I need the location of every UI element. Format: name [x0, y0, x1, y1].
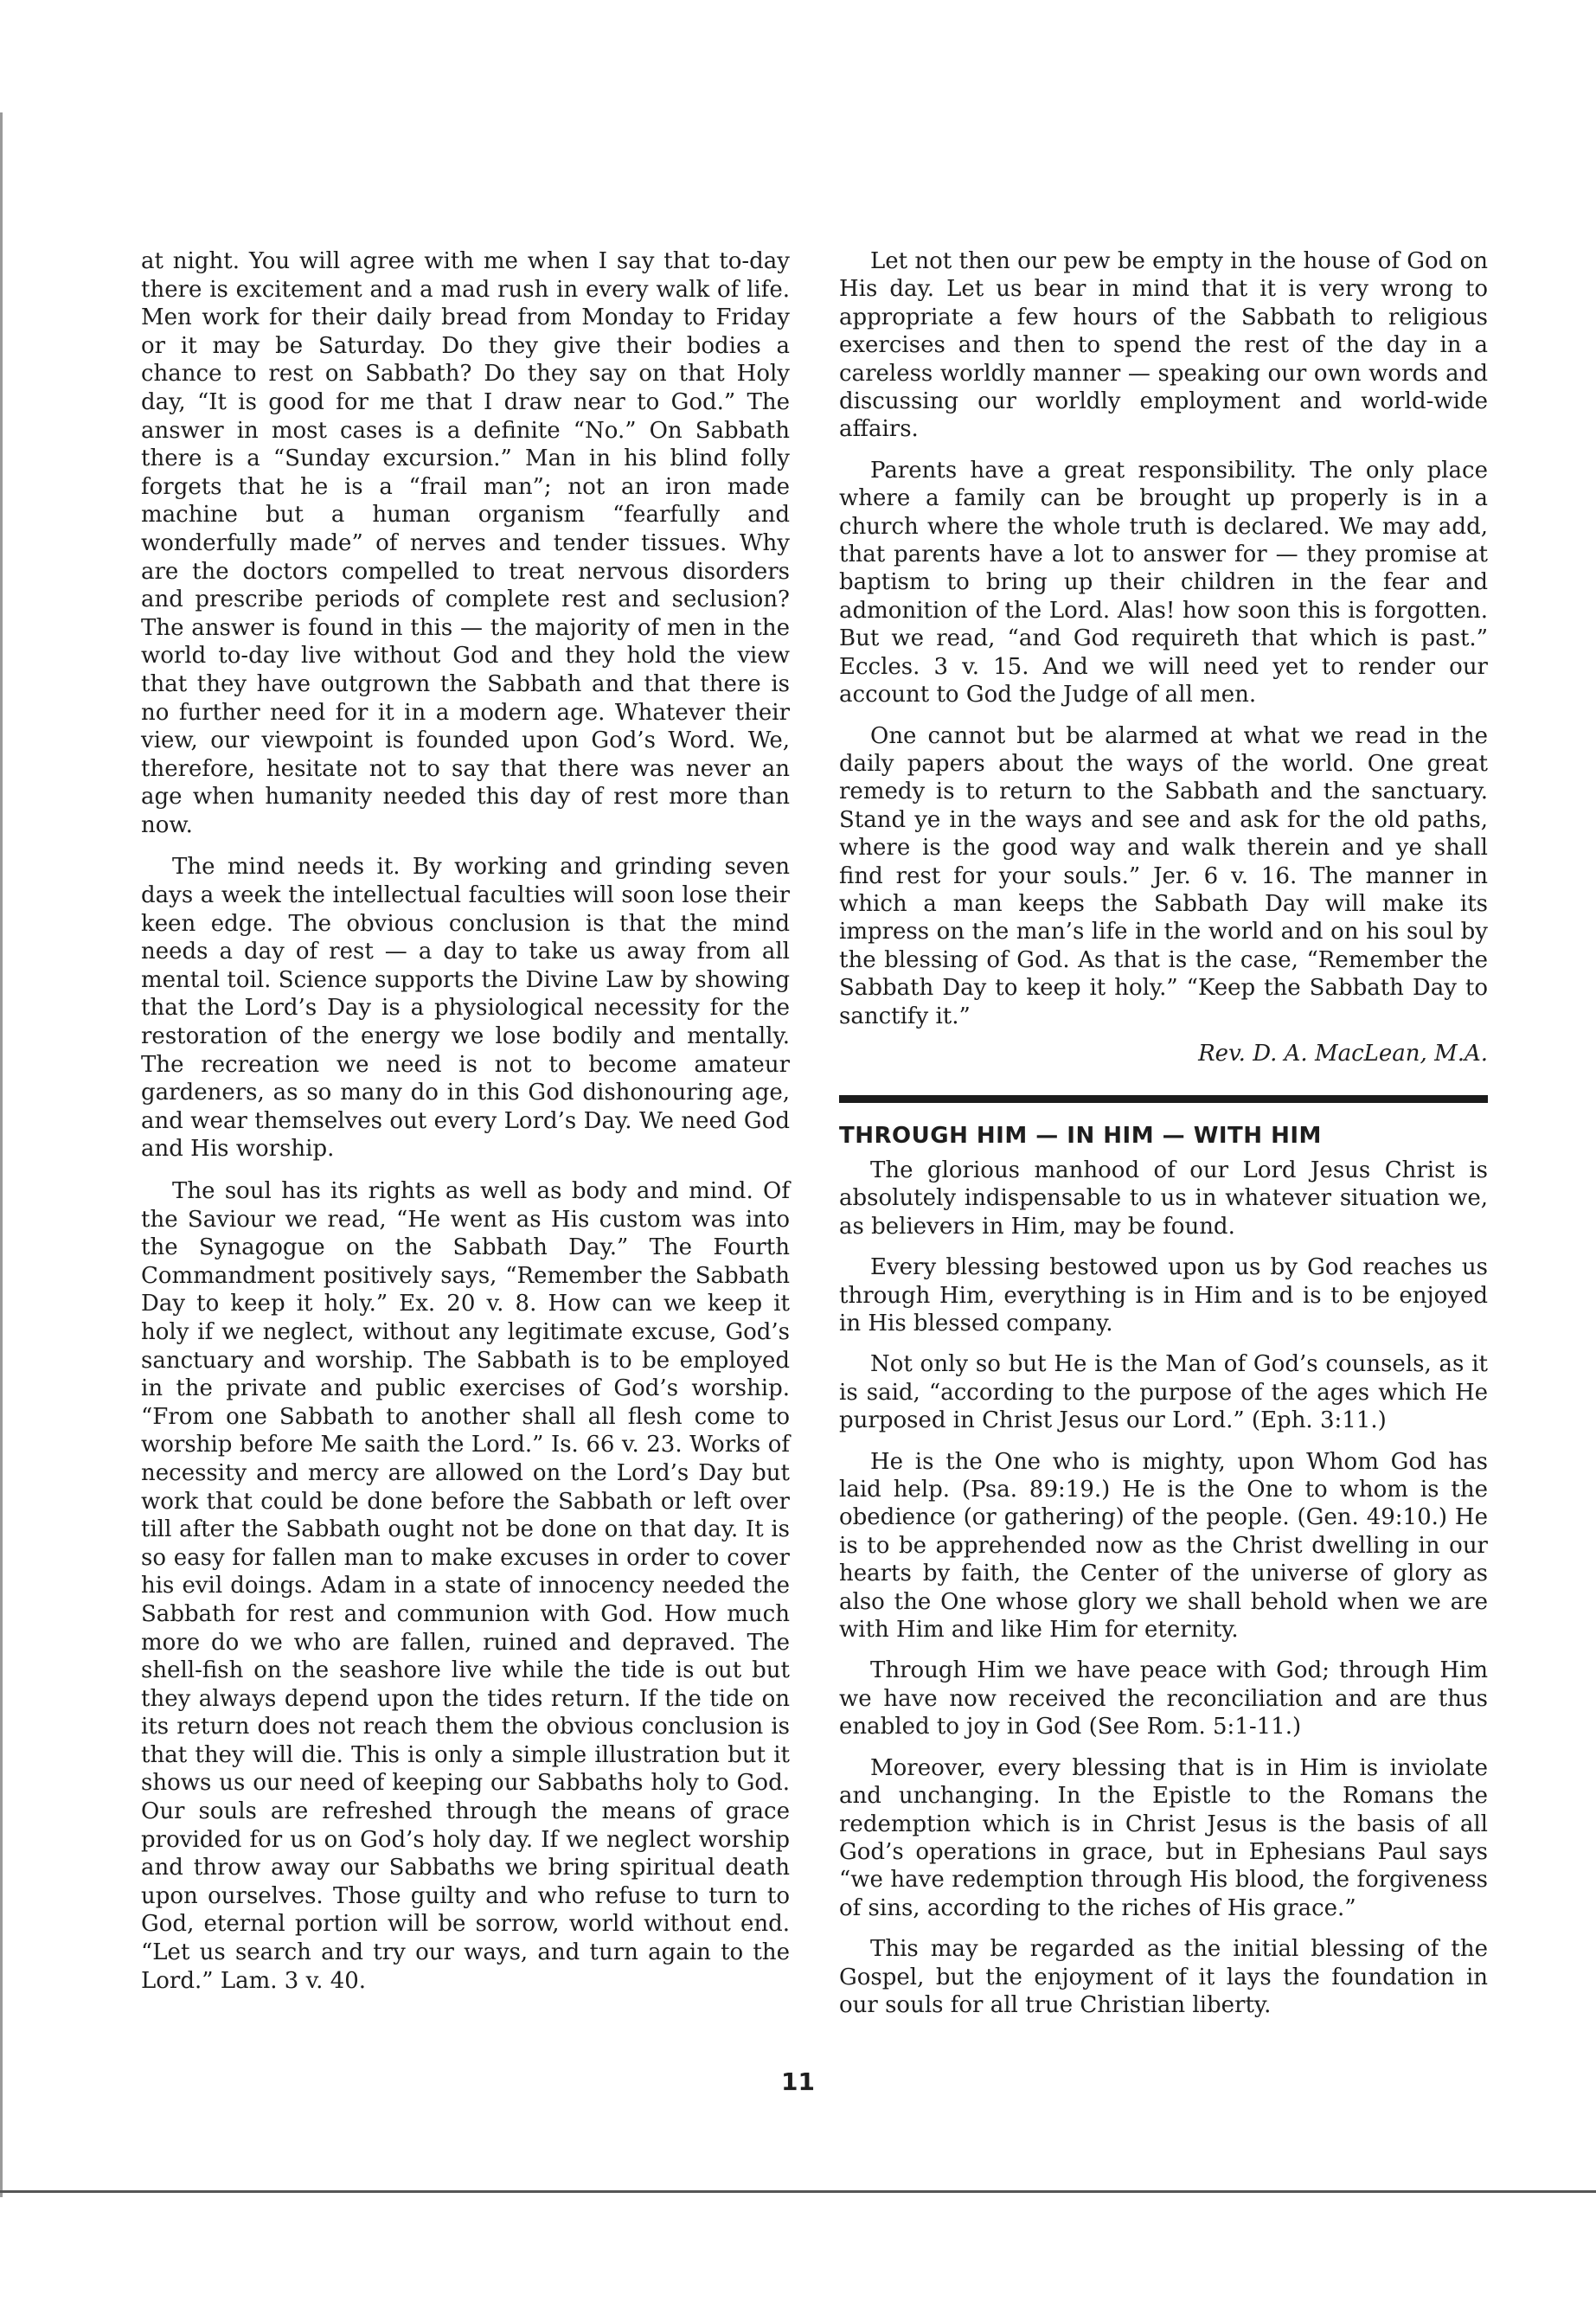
right-column [839, 247, 1488, 2032]
article-paragraph: Through Him we have peace with God; through Him we have now received the reconciliation and are thus enabled to joy in God (See Rom. 5:1-11.) [839, 1657, 1488, 1740]
right-paragraph: Parents have a great responsibility. The only place where a family can be brought up properly is in a church where the whole truth is declared. We may add, that parents have a lot to answer for — they promise at baptism to bring up their children in the fear and admonition of the Lord. Alas! how soon this is forgotten. But we read, “and God requireth that which is past.” Eccles. 3 v. 15. And we will need yet to render our account to God the Judge of all men. [839, 457, 1488, 708]
article-paragraph: He is the One who is mighty, upon Whom God has laid help. (Psa. 89:19.) He is the One to whom is the obedience (or gathering) of the people. (Gen. 49:10.) He is to be apprehended now as the Christ dwelling in our hearts by faith, the Center of the universe of glory as also the One whose glory we shall behold when we are with Him and like Him for eternity. [839, 1448, 1488, 1644]
article-paragraph: This may be regarded as the initial blessing of the Gospel, but the enjoyment of it lays the foundation in our souls for all true Christian liberty. [839, 1936, 1488, 2018]
left-paragraph: at night. You will agree with me when I say that to-day there is excitement and a mad rush in every walk of life. Men work for their daily bread from Monday to Friday or it may be Saturday. Do they give their bodies a chance to rest on Sabbath? Do they say on that Holy day, “It is good for me that I draw near to God.” The answer in most cases is a definite “No.” On Sabbath there is a “Sunday excursion.” Man in his blind folly forgets that he is a “frail man”; not an iron made machine but a human organism “fearfully and wonderfully made” of nerves and tender tissues. Why are the doctors compelled to treat nervous disorders and prescribe periods of complete rest and seclusion? The answer is found in this — the majority of men in the world to-day live without God and they hold the view that they have outgrown the Sabbath and that there is no further need for it in a modern age. Whatever their view, our viewpoint is founded upon God’s Word. We, therefore, hesitate not to say that there was never an age when humanity needed this day of rest more than now. [141, 248, 790, 838]
right-paragraph: Let not then our pew be empty in the house of God on His day. Let us bear in mind that it is very wrong to appropriate a few hours of the Sabbath to religious exercises and then to spend the rest of the day in a careless worldly manner — speaking our own words and discussing our worldly employment and world-wide affairs. [839, 248, 1488, 443]
author-signature: Rev. D. A. MacLean, M.A. [1198, 1040, 1488, 1067]
article-heading: THROUGH HIM — IN HIM — WITH HIM [839, 1122, 1322, 1149]
article-paragraph: The glorious manhood of our Lord Jesus Christ is absolutely indispensable to us in whatever situation we, as believers in Him, may be found. [839, 1157, 1488, 1240]
article-paragraph: Every blessing bestowed upon us by God reaches us through Him, everything is in Him and is to be enjoyed in His blessed company. [839, 1254, 1488, 1336]
right-paragraph: One cannot but be alarmed at what we read in the daily papers about the ways of the world. One great remedy is to return to the Sabbath and the sanctuary. Stand ye in the ways and see and ask for the old paths, where is the good way and walk therein and ye shall find rest for your souls.” Jer. 6 v. 16. The manner in which a man keeps the Sabbath Day will make its impress on the man’s life in the world and on his soul by the blessing of God. As that is the case, “Remember the Sabbath Day to keep it holy.” “Keep the Sabbath Day to sanctify it.” [839, 722, 1488, 1029]
left-paragraph: The mind needs it. By working and grinding seven days a week the intellectual faculties will soon lose their keen edge. The obvious conclusion is that the mind needs a day of rest — a day to take us away from all mental toil. Science supports the Divine Law by showing that the Lord’s Day is a physiological necessity for the restoration of the energy we lose bodily and mentally. The recreation we need is not to become amateur gardeners, as so many do in this God dishonouring age, and wear themselves out every Lord’s Day. We need God and His worship. [141, 854, 790, 1163]
article-paragraph: Not only so but He is the Man of God’s counsels, as it is said, “according to the purpose of the ages which He purposed in Christ Jesus our Lord.” (Eph. 3:11.) [839, 1351, 1488, 1434]
scan-edge-left [0, 112, 3, 2197]
section-divider [839, 1095, 1488, 1103]
page-number: 11 [781, 2067, 815, 2096]
left-paragraph: The soul has its rights as well as body and mind. Of the Saviour we read, “He went as His custom was into the Synagogue on the Sabbath Day.” The Fourth Commandment positively says, “Remember the Sabbath Day to keep it holy.” Ex. 20 v. 8. How can we keep it holy if we neglect, without any legitimate excuse, God’s sanctuary and worship. The Sabbath is to be employed in the private and public exercises of God’s worship. “From one Sabbath to another shall all flesh come to worship before Me saith the Lord.” Is. 66 v. 23. Works of necessity and mercy are allowed on the Lord’s Day but work that could be done before the Sabbath or left over till after the Sabbath ought not be done on that day. It is so easy for fallen man to make excuses in order to cover his evil doings. Adam in a state of innocency needed the Sabbath for rest and communion with God. How much more do we who are fallen, ruined and depraved. The shell-fish on the seashore live while the tide is out but they always depend upon the tides return. If the tide on its return does not reach them the obvious conclusion is that they will die. This is only a simple illustration but it shows us our need of keeping our Sabbaths holy to God. Our souls are refreshed through the means of grace provided for us on God’s holy day. If we neglect worship and throw away our Sabbaths we bring spiritual death upon ourselves. Those guilty and who refuse to turn to God, eternal portion will be sorrow, world without end. “Let us search and try our ways, and turn again to the Lord.” Lam. 3 v. 40. [141, 1178, 790, 1994]
scan-edge-bottom [0, 2190, 1596, 2193]
article-paragraph: Moreover, every blessing that is in Him is inviolate and unchanging. In the Epistle to the Romans the redemption which is in Christ Jesus is the basis of all God’s operations in grace, but in Ephesians Paul says “we have redemption through His blood, the forgiveness of sins, according to the riches of His grace.” [839, 1754, 1488, 1921]
left-column [141, 247, 790, 2009]
